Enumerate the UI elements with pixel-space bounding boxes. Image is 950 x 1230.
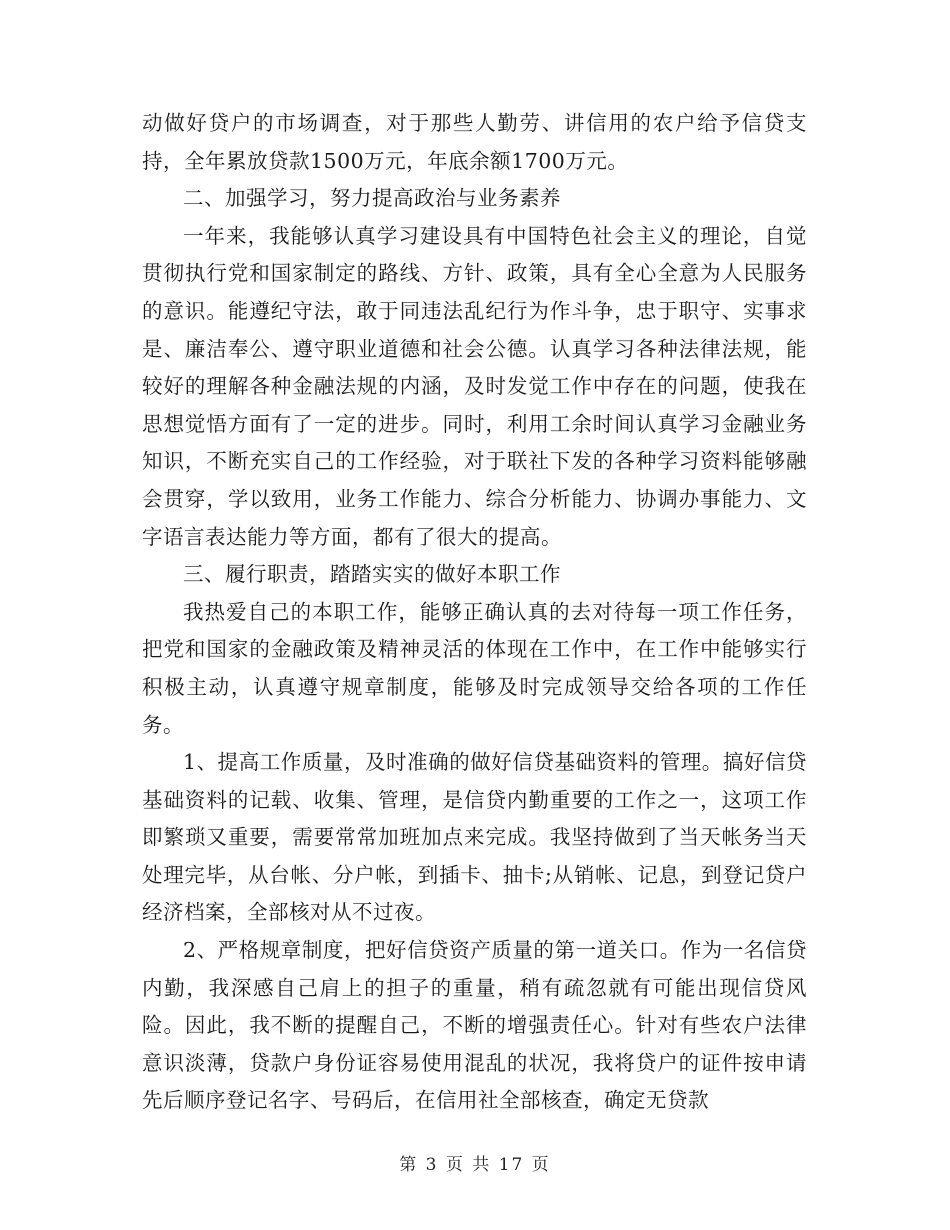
section-heading-2: 二、加强学习，努力提高政治与业务素养 <box>183 186 561 211</box>
page-number-footer <box>0 1150 950 1175</box>
document-body <box>142 105 807 1120</box>
paragraph-item-1: 1、提高工作质量，及时准确的做好信贷基础资料的管理。搞好信贷基础资料的记载、收集、管理，是信贷内勤重要的工作之一，这项工作即繁琐又重要，需要常常加班加点来完成。我坚持做到了当天帐务当天处理完毕，从台帐、分户帐，到插卡、抽卡;从销帐、记息，到登记贷户经济档案，全部核对从不过夜。 <box>142 750 807 925</box>
section-heading-3: 三、履行职责，踏踏实实的做好本职工作 <box>183 562 561 587</box>
page-number-text: 第 3 页 共 17 页 <box>399 1155 551 1175</box>
paragraph-continued: 动做好贷户的市场调查，对于那些人勤劳、讲信用的农户给予信贷支持，全年累放贷款1500万元，年底余额1700万元。 <box>142 111 807 173</box>
paragraph-study: 一年来，我能够认真学习建设具有中国特色社会主义的理论，自觉贯彻执行党和国家制定的路线、方针、政策，具有全心全意为人民服务的意识。能遵纪守法，敢于同违法乱纪行为作斗争，忠于职守、实事求是、廉洁奉公、遵守职业道德和社会公德。认真学习各种法律法规，能较好的理解各种金融法规的内涵，及时发觉工作中存在的问题，使我在思想觉悟方面有了一定的进步。同时，利用工余时间认真学习金融业务知识，不断充实自己的工作经验，对于联社下发的各种学习资料能够融会贯穿，学以致用，业务工作能力、综合分析能力、协调办事能力、文字语言表达能力等方面，都有了很大的提高。 <box>142 223 807 549</box>
paragraph-duties: 我热爱自己的本职工作，能够正确认真的去对待每一项工作任务，把党和国家的金融政策及精神灵活的体现在工作中，在工作中能够实行积极主动，认真遵守规章制度，能够及时完成领导交给各项的工作任务。 <box>142 599 807 737</box>
paragraph-item-2: 2、严格规章制度，把好信贷资产质量的第一道关口。作为一名信贷内勤，我深感自己肩上的担子的重量，稍有疏忽就有可能出现信贷风险。因此，我不断的提醒自己，不断的增强责任心。针对有些农户法律意识淡薄，贷款户身份证容易使用混乱的状况，我将贷户的证件按申请先后顺序登记名字、号码后，在信用社全部核查，确定无贷款 <box>142 938 807 1113</box>
